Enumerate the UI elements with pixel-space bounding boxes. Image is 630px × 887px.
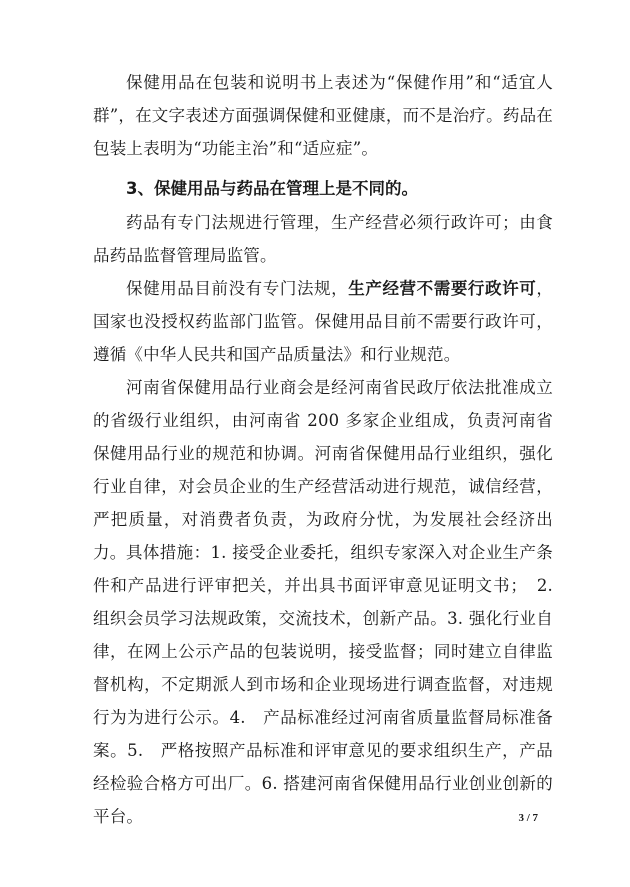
paragraph-text-before: 保健用品目前没有专门法规， (126, 279, 349, 298)
paragraph-labeling: 保健用品在包装和说明书上表述为“保健作用”和“适宜人群”，在文字表述方面强调保健和亚健康，而不是治疗。药品在包装上表明为“功能主治”和“适应症”。 (93, 73, 553, 158)
paragraph-chamber-of-commerce: 河南省保健用品行业商会是经河南省民政厅依法批准成立的省级行业组织，由河南省 200 多家企业组成，负责河南省保健用品行业的规范和协调。河南省保健用品行业组织，强化行业自律，对会员企业的生产经营活动进行规范，诚信经营，严把质量，对消费者负责，为政府分忧，为发展社会经济出力。 (93, 378, 553, 562)
paragraph-text-after: ，国家也没授权药监部门监管。保健用品目前不需要行政许可，遵循《中华人民共和国产品质量法》和行业规范。 (93, 279, 554, 364)
bold-phrase: 生产经营不需要行政许可 (348, 279, 537, 298)
page-number: 3 / 7 (518, 812, 538, 824)
paragraph-health-product-regulation (93, 272, 553, 371)
paragraph-specific-measures: 具体措施：1. 接受企业委托，组织专家深入对企业生产条件和产品进行评审把关，并出具书面评审意见证明文书； 2. 组织会员学习法规政策，交流技术，创新产品。3. 强化行业自律，在网上公示产品的包装说明，接受监督；同时建立自律监督机构，不定期派人到市场和企业现场进行调查监督，对违规行为为进行公示。4. 产品标准经过河南省质量监督局标准备案。5. 严格按照产品标准和评审意见的要求组织生产，产品经检验合格方可出厂。6. 搭建河南省保健用品行业创业创新的平台。 (93, 543, 553, 826)
paragraph-drug-regulation: 药品有专门法规进行管理，生产经营必须行政许可；由食品药品监督管理局监管。 (93, 213, 553, 265)
section-heading-3: 3、保健用品与药品在管理上是不同的。 (126, 179, 418, 198)
